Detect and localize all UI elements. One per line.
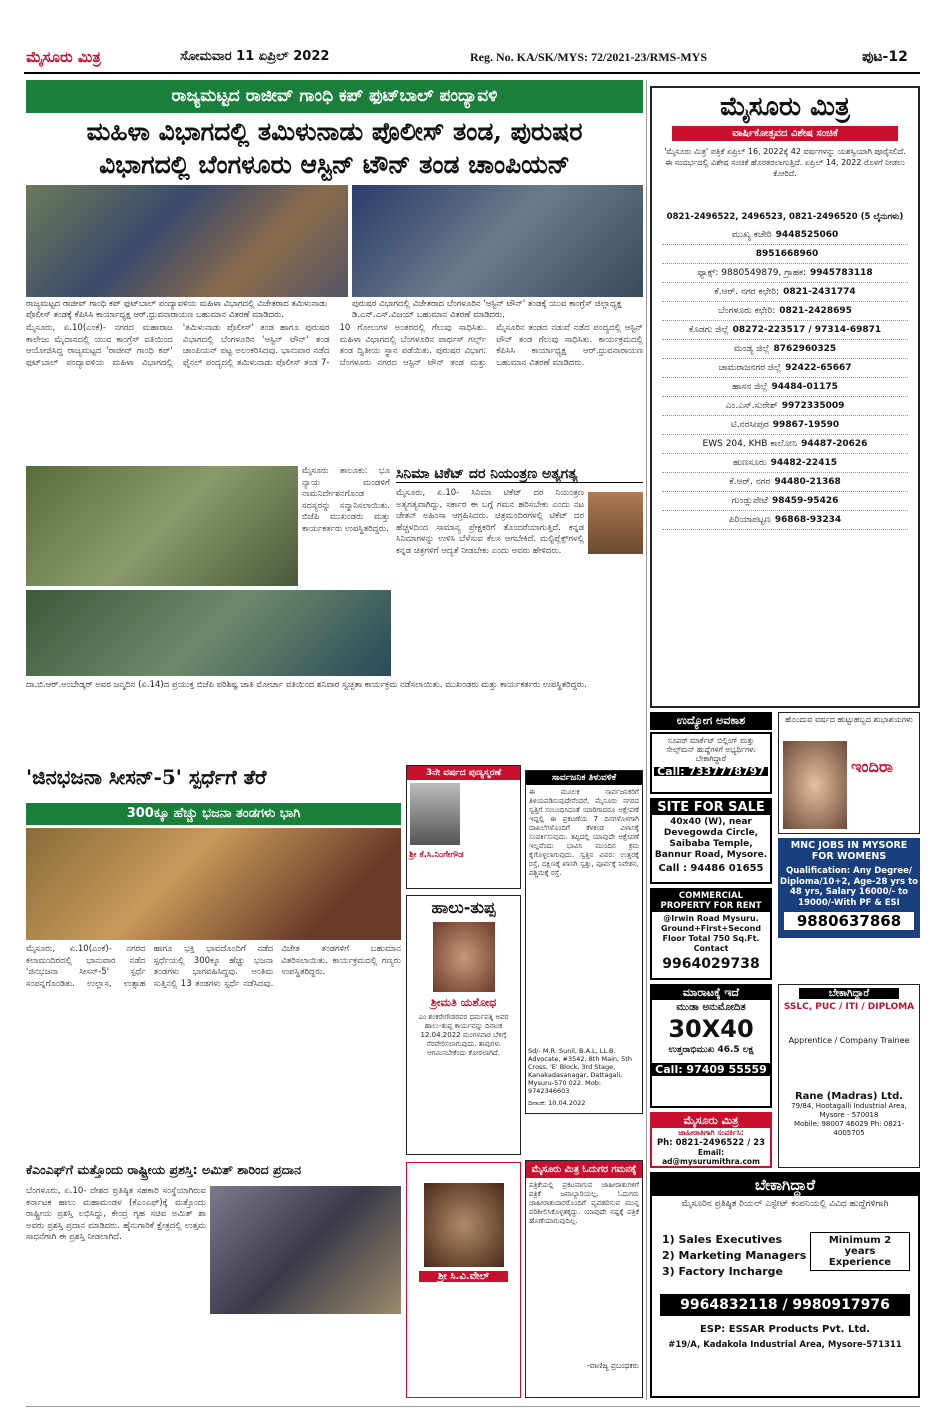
obituary-photo (424, 1183, 504, 1267)
rane-mid: Apprentice / Company Trainee (788, 1036, 910, 1045)
halu-tuppa-notice: ಹಾಲು-ತುಪ್ಪ ಶ್ರೀಮತಿ ಯಶೋಧ ಎಂ ಶಂಕರೇಗೌಡರವರ ಧರ್ಮಪತ್ನಿ ಅವರ ಹಾಲು-ತುಪ್ಪ ಕಾರ್ಯವನ್ನು ದಿನಾಂಕ 12.04.2022 ಮಂಗಳವಾರ ಬೆಳಿಗ್ಗೆ ನೆರವೇರಿಸಲಾಗುವುದು. ತಾವುಗಳು ಆಗಮಿಸಬೇಕೆಂದು ಕೋರಲಾಗಿದೆ. (406, 895, 521, 1155)
photo-amit-shah-award (210, 1186, 401, 1314)
mm-phone: Ph: 0821-2496522 / 23 (656, 1138, 766, 1148)
sidebar-contact-value: 94484-01175 (771, 382, 838, 392)
birthday-name: ಇಂದಿರಾ (851, 757, 893, 776)
mm-title: ಮೈಸೂರು ಮಿತ್ರ (652, 1114, 770, 1128)
bhajan-story-body: ಮೈಸೂರು, ಏ.10(ಎಂಕೆ)- ನಗರದ ಕಲಾಮಂದಿರದಲ್ಲಿ ಭಾನುವಾರ ನಡೆದ 'ಜಿನಭಜನಾ ಸೀಸನ್-5' ಸ್ಪರ್ಧೆ ಸಂಪನ್ನಗೊಂಡಿತು. ಉಲ್ಲಾಸ, ಉತ್ಸಾಹ ಹಾಗೂ ಭಕ್ತಿ ಭಾವದೊಂದಿಗೆ ನಡೆದ ಸ್ಪರ್ಧೆಯಲ್ಲಿ 300ಕ್ಕೂ ಹೆಚ್ಚು ಭಜನಾ ತಂಡಗಳು ಭಾಗವಹಿಸಿದ್ದವು. ಅಂತಿಮ ಸುತ್ತಿನಲ್ಲಿ 13 ತಂಡಗಳು ಸ್ಪರ್ಧೆ ನಡೆಸಿದವು. ವಿಜೇತ ತಂಡಗಳಿಗೆ ಬಹುಮಾನ ವಿತರಿಸಲಾಯಿತು. ಕಾರ್ಯಕ್ರಮದಲ್ಲಿ ಗಣ್ಯರು ಉಪಸ್ಥಿತರಿದ್ದರು. (26, 944, 401, 989)
sidebar-contact-value: 96868-93234 (774, 515, 842, 525)
birthday-greeting: ಹೊಂದುವ ವರ್ಷದ ಹುಟ್ಟುಹಬ್ಬದ ಶುಭಾಶಯಗಳು (785, 715, 913, 724)
sidebar-contact-label: ಬೆಂಗಳೂರು ಕಛೇರಿ: (718, 306, 776, 316)
sidebar-intro: 'ಮೈಸೂರು ಮಿತ್ರ' ಪತ್ರಿಕೆ ಏಪ್ರಿಲ್ 16, 2022ಕ್ಕೆ 42 ವರ್ಷಗಳನ್ನು ಯಶಸ್ವಿಯಾಗಿ ಪೂರೈಸಲಿದೆ. ಈ ಸಂದರ್ಭದಲ್ಲಿ ವಿಶೇಷ ಸಂಚಿಕೆ ಹೊರತರಲಾಗುತ್ತಿದೆ. ಏಪ್ರಿಲ್ 14, 2022 ರೊಳಗೆ ನೀಡಲು ಕೋರಿದೆ. (664, 147, 906, 178)
sidebar-contact-row (662, 359, 908, 378)
felicitation-caption: ಮೈಸೂರು ತಾಲೂಕು: ಭೂ ನ್ಯಾಯ ಮಂಡಳಿಗೆ ನಾಮನಿರ್ದೇಶನಗೊಂಡ ಸದಸ್ಯರನ್ನು ಸನ್ಮಾನಿಸಲಾಯಿತು. ಬಿಜೆಪಿ ಮುಖಂಡರು ಮತ್ತು ಕಾರ್ಯಕರ್ತರು ಉಪಸ್ಥಿತರಿದ್ದರು. (302, 466, 390, 534)
sidebar-contact-label: ಹಾಸನ ಜಿಲ್ಲೆ (732, 382, 768, 392)
tribute-name: ಶ್ರೀ ಕೆ.ಸಿ.ನಿಂಗೇಗೌಡ (409, 850, 464, 860)
rane-address: 79/84, Hootagalli Industrial Area, Mysore - 570018 (791, 1102, 907, 1119)
photo-women-team (26, 185, 348, 297)
rane-jobs-ad (778, 984, 920, 1168)
sidebar-contact-label: ಪಿರಿಯಾಪಟ್ಟಣ (728, 515, 771, 525)
footer-rule (26, 1406, 920, 1407)
sidebar-contact-value: 0821-2431774 (783, 287, 856, 297)
photo-felicitation (26, 466, 298, 586)
rane-sub: SSLC, PUC / ITI / DIPLOMA (783, 1002, 915, 1012)
sidebar-contact-label: ಟಿ.ನರಸೀಪುರ (730, 420, 769, 430)
photo-caption-2: ಪುರುಷರ ವಿಭಾಗದಲ್ಲಿ ವಿಜೇತರಾದ ಬೆಂಗಳೂರಿನ 'ಆಸ್ಟಿನ್ ಟೌನ್' ತಂಡಕ್ಕೆ ಯುವ ಕಾಂಗ್ರೆಸ್ ಜಿಲ್ಲಾಧ್ಯಕ್ಷ ಡಿ.ಎನ್.ಎಸ್.ವಿಜಯ್ ಬಹುಮಾನ ವಿತರಣೆ ಮಾಡಿದರು. (352, 299, 622, 320)
sidebar-contact-value: 94480-21368 (774, 477, 841, 487)
birthday-ad (778, 712, 920, 834)
sidebar-contact-value: 99867-19590 (772, 420, 840, 430)
masthead-logo: ಮೈಸೂರು ಮಿತ್ರ (26, 48, 101, 66)
sidebar-contact-row (662, 511, 908, 530)
sidebar-contact-value: 9972335009 (781, 401, 845, 411)
registration-number: Reg. No. KA/SK/MYS: 72/2021-23/RMS-MYS (470, 50, 707, 64)
sidebar-tag: ವಾರ್ಷಿಕೋತ್ಸವದ ವಿಶೇಷ ಸಂಚಿಕೆ (672, 126, 898, 141)
bek-address: #19/A, Kadakola Industrial Area, Mysore-571311 (668, 1340, 902, 1350)
sidebar-contact-label: ಮುಖ್ಯ ಕಚೇರಿ (731, 230, 772, 240)
comm-title: COMMERCIAL PROPERTY FOR RENT (652, 890, 770, 912)
sidebar-contact-row (662, 226, 908, 245)
bek-items (662, 1232, 806, 1280)
sidebar-contact-value: 8762960325 (773, 344, 837, 354)
public-notice-signature: Sd/- M.R. Sunil, B.A.L, LL.B. Advocate, #3542, 8th Main, 5th Cross, 'E' Block, 3rd Stage, Kanakadasanagar, Dattagali, Mysuru-570 022. Mob: 9742346603 (528, 1047, 632, 1095)
bek-title: ಬೇಕಾಗಿದ್ದಾರೆ (652, 1174, 918, 1196)
sidebar-contact-value: 92422-65667 (785, 363, 852, 373)
birthday-photo (783, 741, 847, 829)
kicker-banner: ರಾಜ್ಯಮಟ್ಟದ ರಾಜೀವ್ ಗಾಂಧಿ ಕಪ್ ಫುಟ್‌ಬಾಲ್ ಪಂದ್ಯಾವಳಿ (26, 80, 643, 113)
sidebar-contact-value: 98459-95426 (772, 496, 839, 506)
bekagiddare-ad (650, 1172, 920, 1398)
sidebar-contact-row (662, 378, 908, 397)
sidebar-contact-value: 94482-22415 (770, 458, 837, 468)
cinema-story-body: ಮೈಸೂರು, ಏ.10- ಸಿನಿಮಾ ಟಿಕೆಟ್ ದರ ನಿಯಂತ್ರಣ ಅತ್ಯಗತ್ಯವಾಗಿದ್ದು, ಸರ್ಕಾರ ಈ ಬಗ್ಗೆ ಗಮನ ಹರಿಸಬೇಕು ಎಂದು ನಟ ಚೇತನ್ ಅಹಿಂಸಾ ಆಗ್ರಹಿಸಿದರು. ಚಿತ್ರಮಂದಿರಗಳಲ್ಲಿ ಟಿಕೆಟ್ ದರ ಹೆಚ್ಚಳದಿಂದ ಸಾಮಾನ್ಯ ಪ್ರೇಕ್ಷಕರಿಗೆ ತೊಂದರೆಯಾಗುತ್ತಿದೆ. ಕನ್ನಡ ಸಿನಿಮಾಗಳನ್ನು ಉಳಿಸಿ ಬೆಳೆಸುವ ಕೆಲಸ ಆಗಬೇಕಿದೆ. ಮಲ್ಟಿಪ್ಲೆಕ್ಸ್‌ಗಳಲ್ಲಿ ಕನ್ನಡ ಚಿತ್ರಗಳಿಗೆ ಆದ್ಯತೆ ನೀಡಬೇಕು ಎಂದು ಅವರು ಹೇಳಿದರು. (396, 488, 584, 556)
readers-notice: ಮೈಸೂರು ಮಿತ್ರ ಓದುಗರ ಗಮನಕ್ಕೆ ಪತ್ರಿಕೆಯಲ್ಲಿ ಪ್ರಕಟವಾಗುವ ಜಾಹೀರಾತುಗಳಿಗೆ ಪತ್ರಿಕೆ ಜವಾಬ್ದಾರಿಯಲ್ಲ. ಓದುಗರು ಜಾಹೀರಾತುದಾರರೊಂದಿಗೆ ವ್ಯವಹರಿಸುವ ಮುನ್ನ ಪರಿಶೀಲಿಸಿಕೊಳ್ಳತಕ್ಕದ್ದು. ಯಾವುದೇ ನಷ್ಟಕ್ಕೆ ಪತ್ರಿಕೆ ಹೊಣೆಯಾಗುವುದಿಲ್ಲ. -ವಾಣಿಜ್ಯ ಪ್ರಬಂಧಕರು (525, 1160, 643, 1398)
sale-size: 30X40 (668, 1015, 754, 1043)
sale-call: Call: 97409 55559 (652, 1063, 770, 1076)
headline-line-1: ಮಹಿಳಾ ವಿಭಾಗದಲ್ಲಿ ತಮಿಳುನಾಡು ಪೊಲೀಸ್ ತಂಡ, ಪುರುಷರ (86, 117, 583, 146)
sidebar-anniversary-box (650, 86, 920, 708)
sidebar-contact-label: EWS 204, KHB ಕಾಲೋನಿ (702, 439, 798, 449)
sidebar-contact-row (662, 321, 908, 340)
photo-cleanup-drive (26, 590, 391, 676)
sidebar-title: ಮೈಸೂರು ಮಿತ್ರ (720, 92, 850, 122)
mm-email: Email: ad@mysurumithra.com (662, 1148, 760, 1166)
rane-mobile: Mobile: 98007 46029 Ph: 0821-4005705 (793, 1120, 905, 1137)
halu-title: ಹಾಲು-ತುಪ್ಪ (431, 898, 496, 917)
udyoga-call: Call: 7337778797 (654, 767, 768, 776)
sidebar-contact-row (662, 340, 908, 359)
sidebar-contact-label: ಫ್ಯಾಕ್ಸ್: 9880549879, ಗ್ರಾಹಕ: (697, 268, 807, 278)
kmf-headline: ಕೆಎಂಎಫ್‌ಗೆ ಮತ್ತೊಂದು ರಾಷ್ಟ್ರೀಯ ಪ್ರಶಸ್ತಿ: ಅಮಿತ್ ಶಾರಿಂದ ಪ್ರದಾನ (26, 1162, 302, 1177)
comm-body: @Irwin Road Mysuru. Ground+First+Second Floor Total 750 Sq.Ft. Contact (660, 914, 762, 953)
tribute-box (406, 765, 521, 889)
photo-men-team (352, 185, 643, 297)
rane-company: Rane (Madras) Ltd. (794, 1091, 904, 1102)
bek-item-3: 3) Factory Incharge (662, 1265, 784, 1278)
mnc-jobs-ad (778, 838, 920, 938)
bek-call: 9964832118 / 9980917976 (660, 1294, 910, 1316)
site-for-sale-ad (650, 798, 772, 884)
bek-company: ESP: ESSAR Products Pvt. Ltd. (699, 1324, 871, 1335)
sidebar-contact-label: ಮಂಡ್ಯ ಜಿಲ್ಲೆ (733, 344, 770, 354)
photo-actor (588, 492, 643, 554)
bhajan-subhead: 300ಕ್ಕೂ ಹೆಚ್ಚು ಭಜನಾ ತಂಡಗಳು ಭಾಗಿ (26, 803, 401, 825)
sidebar-contact-value: 08272-223517 / 97314-69871 (732, 325, 882, 335)
udyoga-ad (650, 732, 772, 794)
sidebar-contact-row (662, 473, 908, 492)
sidebar-contact-row (662, 302, 908, 321)
public-notice-title: ಸಾರ್ವಜನಿಕ ತಿಳುವಳಿಕೆ (526, 771, 642, 785)
tribute-photo (410, 783, 460, 845)
obituary-notice (406, 1162, 521, 1398)
sidebar-contact-label: ಕೊಡಗು ಜಿಲ್ಲೆ (688, 325, 729, 335)
sidebar-contact-label: ಚಾಮರಾಜನಗರ ಜಿಲ್ಲೆ (718, 363, 782, 373)
commercial-property-ad (650, 888, 772, 980)
sidebar-contact-label: ಕೆ.ಆರ್. ನಗರ ಕಛೇರಿ: (714, 287, 780, 297)
bek-experience: Minimum 2 years Experience (810, 1232, 910, 1271)
readers-notice-title: ಮೈಸೂರು ಮಿತ್ರ ಓದುಗರ ಗಮನಕ್ಕೆ (526, 1161, 642, 1178)
sidebar-contact-row (662, 283, 908, 302)
photo-bhajan-stage (26, 828, 401, 940)
sidebar-main-phone: 0821-2496522, 2496523, 0821-2496520 (5 ಲೈನುಗಳು) (666, 212, 904, 222)
photo-caption-1: ರಾಜ್ಯಮಟ್ಟದ ರಾಜೀವ್ ಗಾಂಧಿ ಕಪ್ ಫುಟ್‌ಬಾಲ್ ಪಂದ್ಯಾವಳಿಯ ಮಹಿಳಾ ವಿಭಾಗದಲ್ಲಿ ವಿಜೇತರಾದ ತಮಿಳುನಾಡು ಪೊಲೀಸ್ ತಂಡಕ್ಕೆ ಕೆಪಿಸಿಸಿ ಕಾರ್ಯಾಧ್ಯಕ್ಷ ಆರ್.ಧ್ರುವನಾರಾಯಣ ಬಹುಮಾನ ವಿತರಣೆ ಮಾಡಿದರು. (26, 299, 328, 320)
site-call: Call : 94486 01655 (658, 863, 764, 874)
readers-notice-signature: -ವಾಣಿಜ್ಯ ಪ್ರಬಂಧಕರು (586, 1361, 639, 1370)
sidebar-contact-row (662, 416, 908, 435)
sidebar-contact-value: 94487-20626 (801, 439, 868, 449)
bhajan-headline: 'ಜಿನಭಜನಾ ಸೀಸನ್-5' ಸ್ಪರ್ಧೆಗೆ ತೆರೆ (26, 765, 267, 789)
public-notice: ಸಾರ್ವಜನಿಕ ತಿಳುವಳಿಕೆ ಈ ಮೂಲಕ ಸಾರ್ವಜನಿಕರಿಗೆ ತಿಳಿಯಪಡಿಸುವುದೇನೆಂದರೆ, ಮೈಸೂರು ನಗರದ ಸ್ವತ್ತಿಗೆ ಸಂಬಂಧಿಸಿದಂತೆ ಯಾರಿಗಾದರೂ ಆಕ್ಷೇಪಣೆ ಇದ್ದಲ್ಲಿ ಈ ಪ್ರಕಟಣೆಯ 7 ದಿನಗಳೊಳಗಾಗಿ ದಾಖಲೆಗಳೊಂದಿಗೆ ಕೆಳಕಂಡ ವಿಳಾಸಕ್ಕೆ ಸಂಪರ್ಕಿಸುವುದು. ತಪ್ಪಿದಲ್ಲಿ ಯಾವುದೇ ಆಕ್ಷೇಪಣೆ ಇಲ್ಲವೆಂದು ಭಾವಿಸಿ ಮುಂದಿನ ಕ್ರಮ ಕೈಗೊಳ್ಳಲಾಗುವುದು. ಸ್ವತ್ತಿನ ವಿವರ: ಉತ್ತರಕ್ಕೆ ರಸ್ತೆ, ದಕ್ಷಿಣಕ್ಕೆ ಖಾಸಗಿ ಸ್ವತ್ತು, ಪೂರ್ವಕ್ಕೆ ನಿವೇಶನ, ಪಶ್ಚಿಮಕ್ಕೆ ರಸ್ತೆ. Sd/- M.R. Sunil, B.A.L, LL.B. Advocate, #3542, 8th Main, 5th Cross, 'E' Block, 3rd Stage, Kanakadasanagar, Dattagali, Mysuru-570 022. Mob: 9742346603 ದಿನಾಂಕ: 10.04.2022 (525, 770, 643, 1114)
sidebar-contact-row (662, 245, 908, 264)
header-rule (24, 72, 920, 74)
kmf-story-body: ಬೆಂಗಳೂರು, ಏ.10- ದೇಶದ ಪ್ರತಿಷ್ಠಿತ ಸಹಕಾರಿ ಸಂಸ್ಥೆಯಾಗಿರುವ ಕರ್ನಾಟಕ ಹಾಲು ಮಹಾಮಂಡಳ (ಕೆಎಂಎಫ್)ಕ್ಕೆ ಮತ್ತೊಂದು ರಾಷ್ಟ್ರೀಯ ಪ್ರಶಸ್ತಿ ಲಭಿಸಿದ್ದು, ಕೇಂದ್ರ ಗೃಹ ಸಚಿವ ಅಮಿತ್ ಶಾ ಅವರು ಪ್ರಶಸ್ತಿ ಪ್ರದಾನ ಮಾಡಿದರು. ಹೈನುಗಾರಿಕೆ ಕ್ಷೇತ್ರದಲ್ಲಿ ಉತ್ತಮ ಸಾಧನೆಗಾಗಿ ಈ ಪ್ರಶಸ್ತಿ ನೀಡಲಾಗಿದೆ. (26, 1186, 206, 1243)
lead-story-body: ಮೈಸೂರು, ಏ.10(ಎಂಕೆ)- ನಗರದ ಮಹಾರಾಜ ಕಾಲೇಜು ಮೈದಾನದಲ್ಲಿ ಯುವ ಕಾಂಗ್ರೆಸ್ ವತಿಯಿಂದ ಆಯೋಜಿಸಿದ್ದ ರಾಜ್ಯಮಟ್ಟದ 'ರಾಜೀವ್ ಗಾಂಧಿ ಕಪ್' ಫುಟ್‌ಬಾಲ್ ಪಂದ್ಯಾವಳಿಯ ಮಹಿಳಾ ವಿಭಾಗದಲ್ಲಿ 'ತಮಿಳುನಾಡು ಪೊಲೀಸ್' ತಂಡ ಹಾಗೂ ಪುರುಷರ ವಿಭಾಗದಲ್ಲಿ ಬೆಂಗಳೂರಿನ 'ಆಸ್ಟಿನ್ ಟೌನ್' ತಂಡ ಚಾಂಪಿಯನ್ ಪಟ್ಟ ಅಲಂಕರಿಸಿದವು. ಭಾನುವಾರ ನಡೆದ ಫೈನಲ್ ಪಂದ್ಯದಲ್ಲಿ ತಮಿಳುನಾಡು ಪೊಲೀಸ್ ತಂಡ 7-10 ಗೋಲುಗಳ ಅಂತರದಲ್ಲಿ ಗೆಲುವು ಸಾಧಿಸಿತು. ಮಹಿಳಾ ವಿಭಾಗದಲ್ಲಿ ಬೆಂಗಳೂರಿನ ಪಾರ್ಥಸ್ ಗರ್ಲ್ಸ್ ತಂಡ ದ್ವಿತೀಯ ಸ್ಥಾನ ಪಡೆಯಿತು. ಪುರುಷರ ವಿಭಾಗ: ಬೆಂಗಳೂರು ನಗರದ ಆಸ್ಟಿನ್ ಟೌನ್ ತಂಡ ಮತ್ತು ಮೈಸೂರಿನ ತಂಡದ ನಡುವೆ ನಡೆದ ಪಂದ್ಯದಲ್ಲಿ ಆಸ್ಟಿನ್ ಟೌನ್ ತಂಡ ಗೆಲುವು ಸಾಧಿಸಿತು. ಕಾರ್ಯಕ್ರಮದಲ್ಲಿ ಕೆಪಿಸಿಸಿ ಕಾರ್ಯಾಧ್ಯಕ್ಷ ಆರ್.ಧ್ರುವನಾರಾಯಣ ಬಹುಮಾನ ವಿತರಣೆ ಮಾಡಿದರು. (26, 323, 643, 368)
sidebar-contact-label: ಕೆ.ಆರ್. ನಗರ (729, 477, 771, 487)
bek-sub: ಮೈಸೂರಿನ ಪ್ರತಿಷ್ಠಿತ ರಿಯಲ್ ಎಸ್ಟೇಟ್ ಕಂಪನಿಯಲ್ಲಿ ವಿವಿಧ ಹುದ್ದೆಗಳಿಗಾಗಿ (681, 1199, 889, 1209)
bek-item-2: 2) Marketing Managers (662, 1249, 807, 1262)
obituary-name: ಶ್ರೀ ಸಿ.ವಿ.ವೇಲ್ (419, 1271, 508, 1282)
tribute-title: 3ನೇ ವರ್ಷದ ಪುಣ್ಯಸ್ಮರಣೆ (407, 766, 520, 780)
sidebar-contact-value: 9448525060 (775, 230, 839, 240)
sale-sub: ಮುಡಾ ಅನುಮೋದಿತ (676, 1002, 746, 1013)
sidebar-contact-list (652, 224, 918, 532)
halu-photo (433, 922, 495, 992)
sidebar-contact-row (662, 435, 908, 454)
public-notice-date: ದಿನಾಂಕ: 10.04.2022 (528, 1099, 586, 1107)
headline-line-2: ವಿಭಾಗದಲ್ಲಿ ಬೆಂಗಳೂರು ಆಸ್ಟಿನ್ ಟೌನ್ ತಂಡ ಚಾಂಪಿಯನ್ (99, 150, 570, 179)
site-body: 40x40 (W), near Devegowda Circle, Saibaba Temple, Bannur Road, Mysore. (654, 817, 768, 860)
mysuru-mithra-ad (650, 1112, 772, 1168)
cinema-headline: ಸಿನಿಮಾ ಟಿಕೆಟ್ ದರ ನಿಯಂತ್ರಣ ಅತ್ಯಗತ್ಯ (396, 466, 643, 483)
comm-call: 9964029738 (662, 956, 760, 972)
site-title: SITE FOR SALE (652, 800, 770, 815)
sale-price: ಉತ್ತರಾಭಿಮುಖ 46.5 ಲಕ್ಷ (668, 1045, 754, 1055)
sidebar-contact-row (662, 397, 908, 416)
mnc-title: MNC JOBS IN MYSORE FOR WOMENS (790, 840, 908, 862)
rane-title: ಬೇಕಾಗಿದ್ದಾರೆ (799, 988, 899, 999)
issue-date: ಸೋಮವಾರ 11 ಏಪ್ರಿಲ್ 2022 (180, 49, 330, 64)
sidebar-contact-value: 9945783118 (810, 268, 873, 278)
plot-sale-ad (650, 984, 772, 1108)
bek-item-1: 1) Sales Executives (662, 1233, 783, 1246)
sidebar-contact-label: ಗುಂಡ್ಲುಪೇಟೆ (731, 496, 768, 506)
sidebar-contact-row (662, 454, 908, 473)
sidebar-contact-row (662, 492, 908, 511)
sidebar-contact-label: ಎಂ.ಎಸ್.ಸುರೇಶ್ (725, 401, 778, 411)
page-number: ಪುಟ-12 (862, 49, 908, 65)
halu-name: ಶ್ರೀಮತಿ ಯಶೋಧ (430, 996, 497, 1009)
mm-sub: ಜಾಹೀರಾತಿಗಾಗಿ ಸಂಪರ್ಕಿಸಿ: (678, 1128, 744, 1137)
mnc-body: Qualification: Any Degree/ Diploma/10+2, Age-28 yrs to 48 yrs, Salary 16000/- to 19000/-With PF & ESI (780, 866, 918, 908)
cleanup-caption: ದಾ.ಬಿ.ಆರ್.ಅಂಬೇಡ್ಕರ್ ಅವರ ಜನ್ಮದಿನ (ಏ.14)ದ ಪ್ರಯುಕ್ತ ಬಿಜೆಪಿ ಪರಿಶಿಷ್ಟ ಜಾತಿ ಮೋರ್ಚಾ ವತಿಯಿಂದ ಶನಿವಾರ ಸ್ವಚ್ಛತಾ ಕಾರ್ಯಕ್ರಮ ನಡೆಸಲಾಯಿತು. ಮುಖಂಡರು ಮತ್ತು ಕಾರ್ಯಕರ್ತರು ಉಪಸ್ಥಿತರಿದ್ದರು. (26, 680, 587, 690)
udyoga-body: ಸೂಪರ್ ಮಾರ್ಕೆಟ್ ಬಿಲ್ಲಿಂಗ್ ಮತ್ತು ಸೇಲ್ಸ್‌ಮನ್ ಹುದ್ದೆಗಳಿಗೆ ಅಭ್ಯರ್ಥಿಗಳು ಬೇಕಾಗಿದ್ದಾರೆ (666, 736, 756, 763)
mnc-call: 9880637868 (784, 912, 914, 930)
sidebar-contact-value: 8951668960 (755, 249, 819, 259)
sidebar-contact-label: ಹುಣಸೂರು (733, 458, 767, 468)
column-rule (646, 80, 647, 1400)
udyoga-title: ಉದ್ಯೋಗ ಅವಕಾಶ (650, 712, 772, 730)
lead-headline (26, 115, 643, 181)
sidebar-contact-row (662, 264, 908, 283)
sale-title: ಮಾರಾಟಕ್ಕೆ ಇದೆ (652, 986, 770, 1000)
sidebar-contact-value: 0821-2428695 (779, 306, 852, 316)
